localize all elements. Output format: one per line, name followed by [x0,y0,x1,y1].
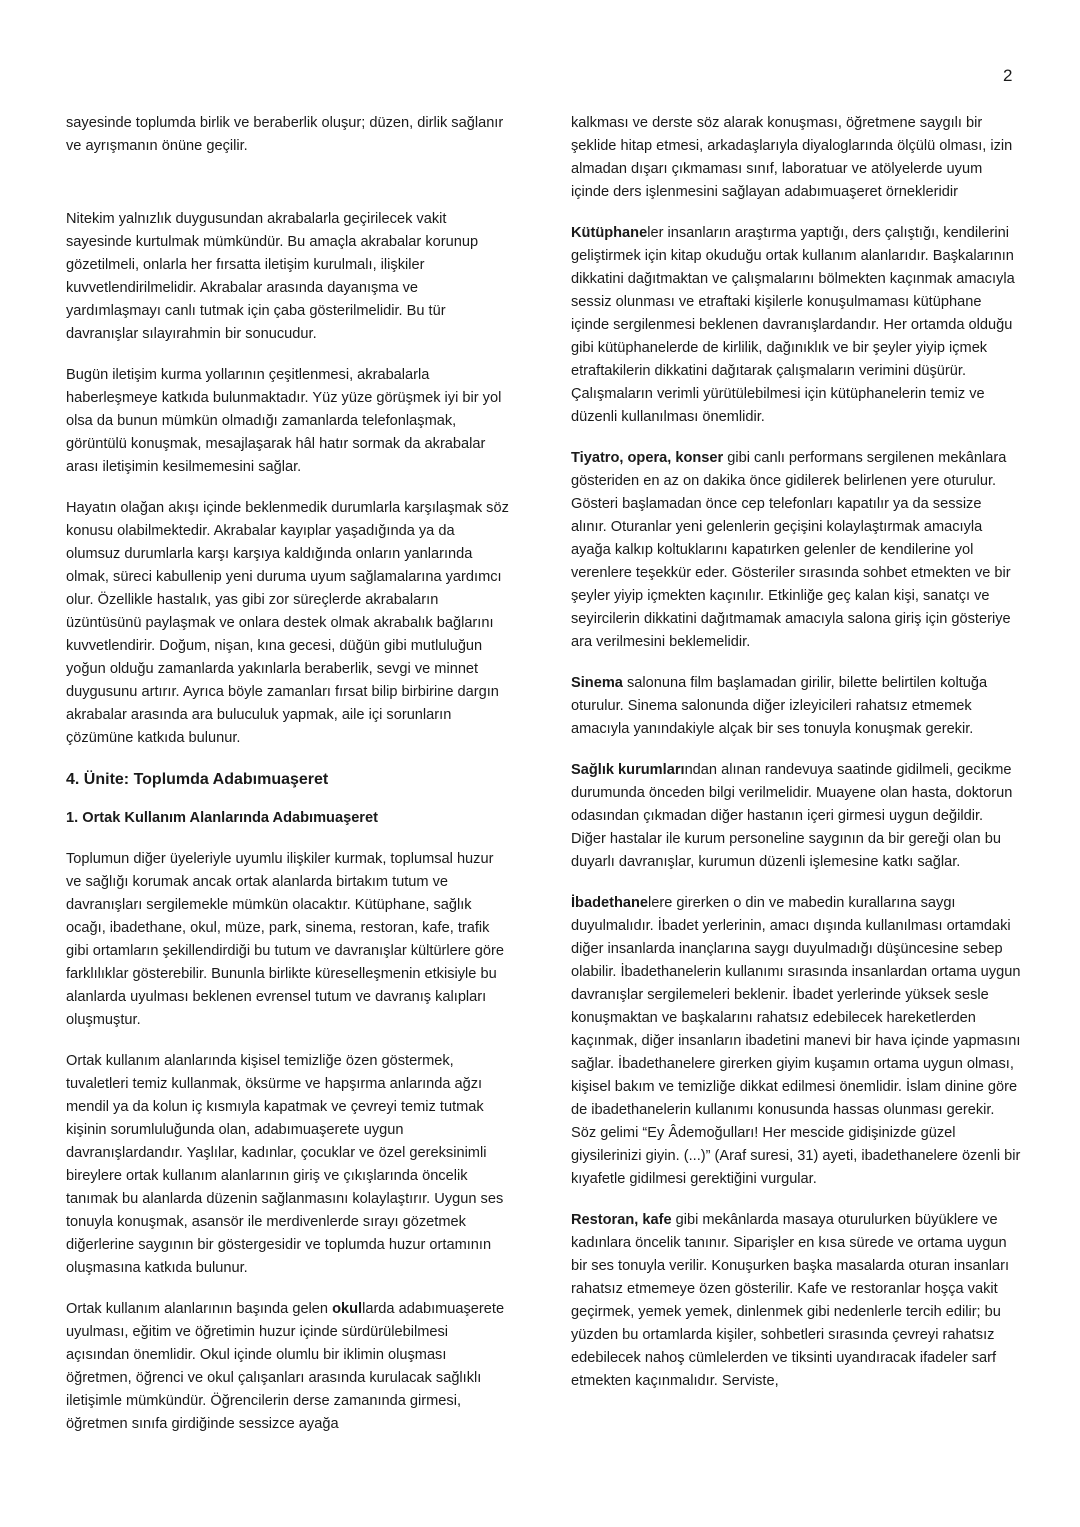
paragraph: Bugün iletişim kurma yollarının çeşitlenmesi, akrabalarla haberleşmeye katkıda bulunmaktadır. Yüz yüze görüşmek iyi bir yol olsa da bunun mümkün olmadığı zamanlarda telefonlaşmak, görüntülü konuşmak, mesajlaşarak hâl hatır sormak da akrabalar arası iletişimin kesilmemesini sağlar. [66,367,502,475]
paragraph [571,447,1021,654]
bold-term: Restoran, kafe [571,1212,672,1228]
page-number: 2 [1003,66,1013,85]
section-heading: 1. Ortak Kullanım Alanlarında Adabımuaşeret [66,810,378,826]
paragraph [571,1209,1021,1393]
paragraph [571,892,1021,1191]
paragraph [66,1298,512,1436]
right-column [571,112,1021,1411]
text-run: larda adabımuaşerete uyulması, eğitim ve öğretimin huzur içinde sürdürülebilmesi açısından önemlidir. Okul içinde olumlu bir iklimin oluşması öğretmen, öğrenci ve okul çalışanları arasında kurulacak sağlıklı iletişimle mümkündür. Öğrencilerin derse zamanında girmesi, öğretmen sınıfa girdiğinde sessizce ayağa [66,1301,505,1432]
text-run: ndan alınan randevuya saatinde gidilmeli, gecikme durumunda önceden bilgi verilmelidir. Muayene olan hasta, doktorun odasından çıkmadan diğer hastanın içeri girmesi uygun değildir. Diğer hastalar ile kurum personeline saygının da bir gereği olan bu duyarlı davranışlar, kurumun düzenli işlemesine katkı sağlar. [571,762,1013,870]
paragraph: kalkması ve derste söz alarak konuşması, öğretmene saygılı bir şeklide hitap etmesi, arkadaşlarıyla diyaloglarında ölçülü olması, izin almadan dışarı çıkmaması sınıf, laboratuar ve atölyelerde uyum içinde ders işlenmesini sağlayan adabımuaşeret örnekleridir [571,115,1013,200]
paragraph: Ortak kullanım alanlarında kişisel temizliğe özen göstermek, tuvaletleri temiz kullanmak, öksürme ve hapşırma anlarında ağzı mendil ya da kolun iç kısmıyla kapatmak ve çevreyi temiz tutmak kişinin sorumluluğunda olan, adabımuaşerete uygun davranışlardandır. Yaşlılar, kadınlar, çocuklar ve özel gereksinimli bireylere ortak kullanım alanlarının giriş ve çıkışlarında öncelik tanımak bu alanlarda düzenin sağlanmasını kolaylaştırır. Uygun ses tonuyla konuşmak, asansör ile merdivenlerde sırayı gözetmek diğerlerine saygının bir göstergesidir ve toplumda huzur ortamının oluşmasına katkıda bulunur. [66,1053,504,1276]
bold-term: Sağlık kurumları [571,762,685,778]
bold-term: okul [332,1301,363,1317]
paragraph: Hayatın olağan akışı içinde beklenmedik durumlarla karşılaşmak söz konusu olabilmektedir. Akrabalar kayıplar yaşadığında ya da olumsuz durumlarla karşı karşıya kaldığında onların yanlarında olmak, süreci kabullenip yeni duruma uyum sağlamalarına yardımcı olur. Özellikle hastalık, yas gibi zor süreçlerde akrabaların üzüntüsünü paylaşmak ve onlara destek olmak akrabalık bağlarını kuvvetlendirir. Doğum, nişan, kına gecesi, düğün gibi mutluluğun yoğun olduğu zamanlarda yakınlarla beraberlik, sevgi ve minnet duygusunu artırır. Ayrıca böyle zamanları fırsat bilip birbirine dargın akrabalar arasında ara buluculuk yapmak, aile içi sorunların çözümüne katkıda bulunur. [66,500,509,746]
paragraph [571,672,1021,741]
bold-term: İbadethane [571,895,649,911]
paragraph: Toplumun diğer üyeleriyle uyumlu ilişkiler kurmak, toplumsal huzur ve sağlığı korumak ancak ortak alanlarda birtakım tutum ve davranışları sergilemekle mümkün olacaktır. Kütüphane, sağlık ocağı, ibadethane, okul, müze, park, sinema, restoran, kafe, trafik gibi ortamların şekillendirdiği bu tutum ve davranışlar kültürlere göre farklılıklar gösterebilir. Bununla birlikte küreselleşmenin etkisiyle bu alanlarda uyulması beklenen evrensel tutum ve davranış kalıpları oluşmuştur. [66,851,505,1028]
left-column [66,112,512,1454]
bold-term: Kütüphane [571,225,648,241]
text-run: salonuna film başlamadan girilir, bilette belirtilen koltuğa oturulur. Sinema salonunda diğer izleyicileri rahatsız etmemek amacıyla yanındakiyle alçak bir ses tonuyla konuşmak gerekir. [571,675,988,737]
text-run: gibi canlı performans sergilenen mekânlara gösteriden en az on dakika önce gidilerek belirlenen yere oturulur. Gösteri başlamadan önce cep telefonları kapatılır ya da sessize alınır. Oturanlar yeni gelenlerin geçişini kolaylaştırmak amacıyla ayağa kalkıp koltuklarını kapatırken gelenler de kendilerine yol verenlere teşekkür eder. Gösteriler sırasında sohbet etmekten ve bir şeyler yiyip içmekten kaçınılır. Etkinliğe geç kalan kişi, sanatçı ve seyircilerin dikkatini dağıtmamak amacıyla salona giriş için gösteriye ara verilmesini beklemelidir. [571,450,1011,650]
paragraph: sayesinde toplumda birlik ve beraberlik oluşur; düzen, dirlik sağlanır ve ayrışmanın önüne geçilir. [66,115,504,154]
text-run: Ortak kullanım alanlarının başında gelen [66,1301,333,1317]
paragraph [571,759,1021,874]
unit-heading: 4. Ünite: Toplumda Adabımuaşeret [66,771,329,788]
text-run: lere girerken o din ve mabedin kurallarına saygı duyulmalıdır. İbadet yerlerinin, amacı dışında kullanılması ortamdaki diğer insanlarda inançlarına saygı duyulmadığı düşüncesine sebep olabilir. İbadethanelerin kullanımı sırasında insanlardan ortama uygun davranışlar sergilemeleri beklenir. İbadet yerlerinde yüksek sesle konuşmaktan ve başkalarını rahatsız edebilecek hareketlerden kaçınmak, diğer insanların ibadetini manevi bir hava içinde yapmasını sağlar. İbadethanelere girerken giyim kuşamın ortama uygun olması, kişisel bakım ve temizliğe dikkat edilmesi önemlidir. İslam dinine göre de ibadethanelerin kullanımı konusunda hassas olunması gerekir. Söz gelimi “Ey Âdemoğulları! Her mescide gidişinizde güzel giysilerinizi giyin. (...)” (Araf suresi, 31) ayeti, ibadethanelere özenli bir kıyafetle gidilmesi gerektiğini vurgular. [571,895,1021,1187]
paragraph: Nitekim yalnızlık duygusundan akrabalarla geçirilecek vakit sayesinde kurtulmak mümkündür. Bu amaçla akrabalar korunup gözetilmeli, onlarla her fırsatta iletişim kurulmalı, ilişkiler kuvvetlendirilmelidir. Akrabalar arasında dayanışma ve yardımlaşmayı canlı tutmak için çaba gösterilmelidir. Bu tür davranışlar sılayırahmin bir sonucudur. [66,211,479,342]
paragraph [571,222,1021,429]
text-run: ler insanların araştırma yaptığı, ders çalıştığı, kendilerini geliştirmek için kitap okuduğu ortak kullanım alanlarıdır. Başkalarının dikkatini dağıtmaktan ve çalışmalarını bölmekten kaçınmak amacıyla sessiz olunması ve etraftaki kişilerle konuşulmaması kütüphane içinde sergilenmesi beklenen davranışlardandır. Her ortamda olduğu gibi kütüphanelerde de kirlilik, dağınıklık ve bir şeyler yiyip içmek etraftakilerin dikkatini dağıtarak çalışmaların verimini düşürür. Çalışmaların verimli yürütülebilmesi için kütüphanelerin temiz ve düzenli kullanılması önemlidir. [571,225,1015,425]
bold-term: Sinema [571,675,623,691]
bold-term: Tiyatro, opera, konser [571,450,724,466]
text-run: gibi mekânlarda masaya oturulurken büyüklere ve kadınlara öncelik tanınır. Siparişler en kısa sürede ve ortama uygun bir ses tonuyla verilir. Konuşurken başka masalarda oturan insanları rahatsız etmemeye özen gösterilir. Kafe ve restoranlar hoşça vakit geçirmek, yemek yemek, dinlenmek gibi nedenlerle tercih edilir; bu yüzden bu ortamlarda kişiler, sohbetleri sırasında çevreyi rahatsız edebilecek nahoş cümlelerden ve tiksinti uyandıracak ifadeler sarf etmekten kaçınmalıdır. Serviste, [571,1212,1010,1389]
